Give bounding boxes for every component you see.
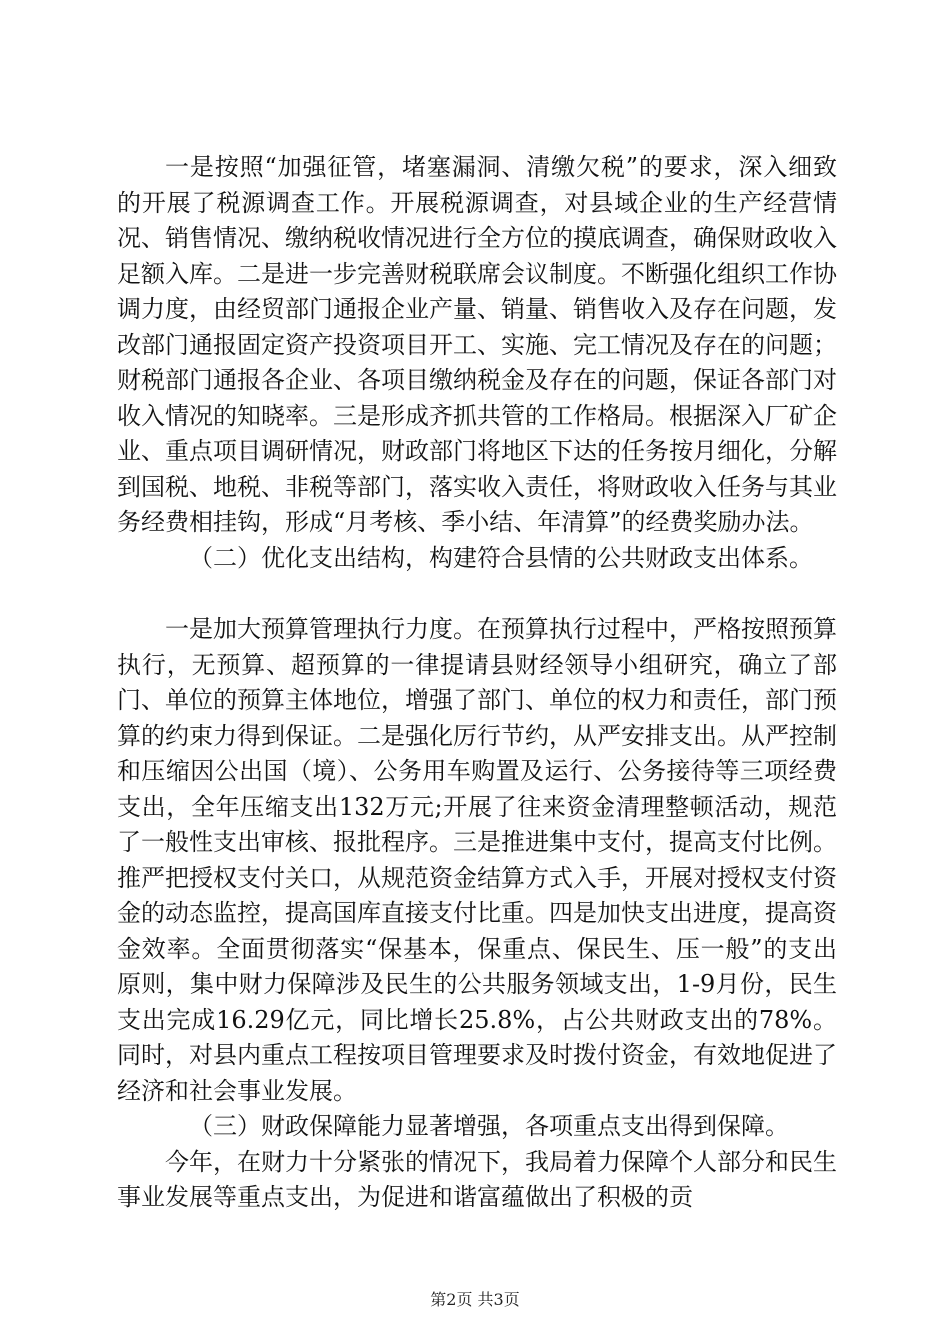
paragraph-spacer — [117, 576, 837, 612]
document-body — [117, 150, 837, 1216]
section-heading-2: （二）优化支出结构，构建符合县情的公共财政支出体系。 — [189, 543, 813, 572]
paragraph-guarantee: 今年，在财力十分紧张的情况下，我局着力保障个人部分和民生事业发展等重点支出，为促进和谐富蕴做出了积极的贡 — [117, 1147, 837, 1211]
section-heading-3: （三）财政保障能力显著增强，各项重点支出得到保障。 — [189, 1112, 789, 1140]
paragraph-tax-collection: 一是按照“加强征管，堵塞漏洞、清缴欠税”的要求，深入细致的开展了税源调查工作。开展税源调查，对县域企业的生产经营情况、销售情况、缴纳税收情况进行全方位的摸底调查，确保财政收入足额入库。二是进一步完善财税联席会议制度。不断强化组织工作协调力度，由经贸部门通报企业产量、销量、销售收入及存在问题，发改部门通报固定资产投资项目开工、实施、完工情况及存在的问题；财税部门通报各企业、各项目缴纳税金及存在的问题，保证各部门对收入情况的知晓率。三是形成齐抓共管的工作格局。根据深入厂矿企业、重点项目调研情况，财政部门将地区下达的任务按月细化，分解到国税、地税、非税等部门，落实收入责任，将财政收入任务与其业务经费相挂钩，形成“月考核、季小结、年清算”的经费奖励办法。 — [117, 153, 837, 536]
paragraph-expenditure: 一是加大预算管理执行力度。在预算执行过程中，严格按照预算执行，无预算、超预算的一律提请县财经领导小组研究，确立了部门、单位的预算主体地位，增强了部门、单位的权力和责任，部门预算的约束力得到保证。二是强化厉行节约，从严安排支出。从严控制和压缩因公出国（境）、公务用车购置及运行、公务接待等三项经费支出，全年压缩支出132万元;开展了往来资金清理整顿活动，规范了一般性支出审核、报批程序。三是推进集中支付，提高支付比例。推严把授权支付关口，从规范资金结算方式入手，开展对授权支付资金的动态监控，提高国库直接支付比重。四是加快支出进度，提高资金效率。全面贯彻落实“保基本，保重点、保民生、压一般”的支出原则，集中财力保障涉及民生的公共服务领域支出，1-9月份，民生支出完成16.29亿元，同比增长25.8%，占公共财政支出的78%。同时，对县内重点工程按项目管理要求及时拨付资金，有效地促进了经济和社会事业发展。 — [117, 615, 837, 1105]
page-footer: 第2页 共3页 — [430, 1290, 520, 1309]
